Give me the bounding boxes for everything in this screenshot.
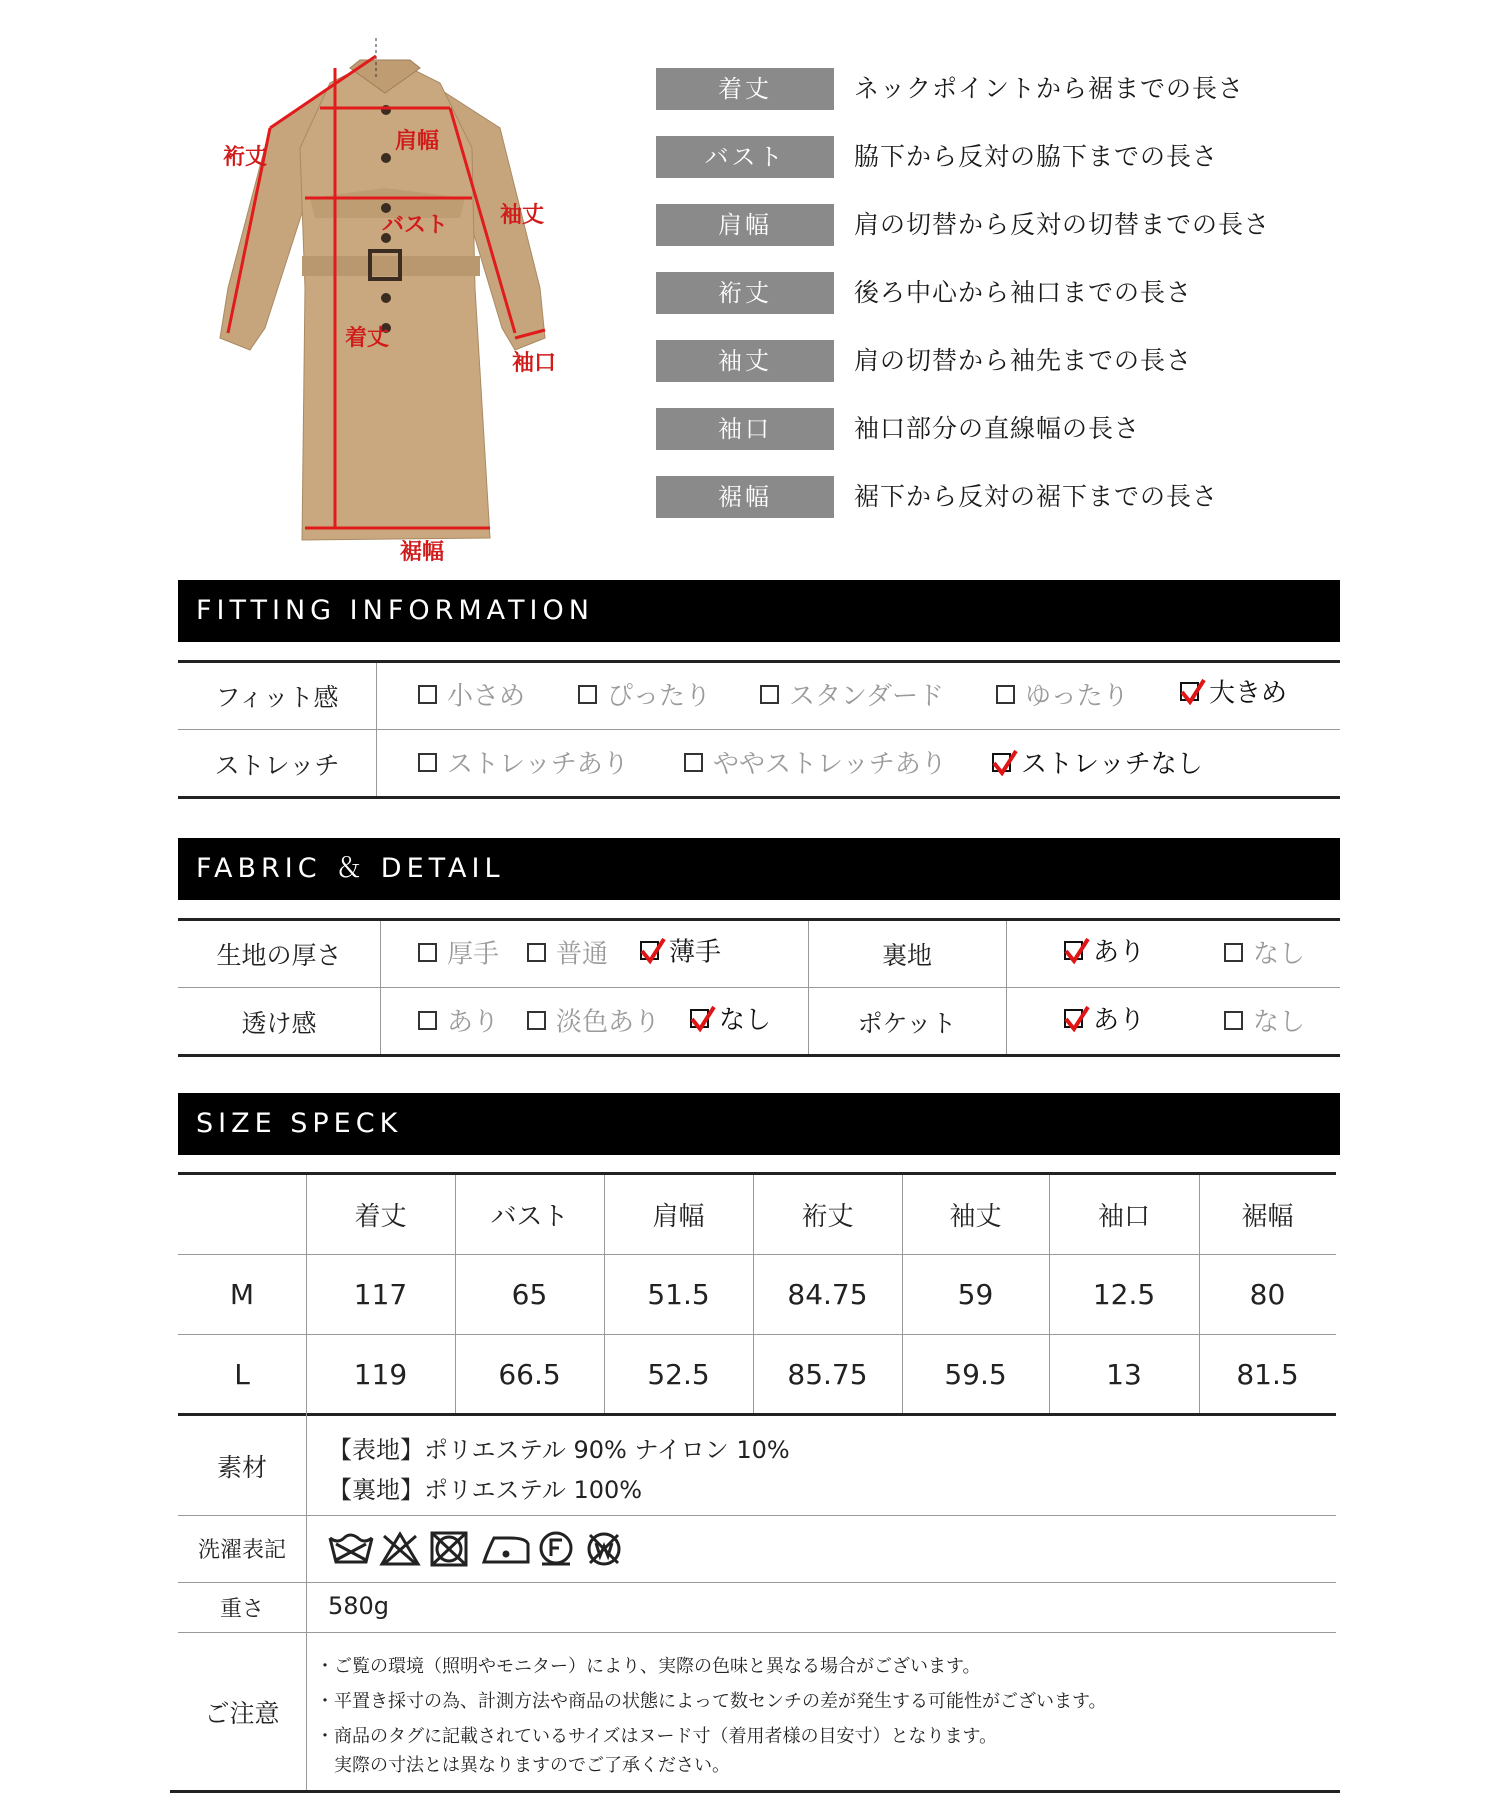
definition-row	[656, 68, 1356, 112]
iron-low-icon	[484, 1538, 528, 1562]
definition-text: ネックポイントから裾までの長さ	[854, 74, 1245, 103]
value-cell: 51.5	[647, 1278, 710, 1311]
stretch-label: ストレッチ	[214, 751, 340, 780]
header-kitake: 着丈	[354, 1202, 407, 1232]
no-tumble-dry-icon	[432, 1533, 466, 1565]
coat-illustration	[210, 38, 570, 568]
dry-clean-f-icon	[541, 1533, 571, 1564]
definition-term: バスト	[656, 136, 834, 178]
checked-checkbox-icon	[690, 1009, 709, 1028]
label-susohaba: 裾幅	[400, 540, 445, 565]
definition-term: 袖口	[656, 408, 834, 450]
value-cell: 13	[1106, 1358, 1142, 1391]
value-cell: 59.5	[944, 1358, 1007, 1391]
definition-text: 袖口部分の直線幅の長さ	[854, 414, 1141, 443]
checkbox-icon	[578, 685, 597, 704]
value-cell: 85.75	[787, 1358, 868, 1391]
value-cell: 52.5	[647, 1358, 710, 1391]
checkbox-icon	[418, 685, 437, 704]
value-cell: 117	[353, 1278, 408, 1311]
notes-label: ご注意	[204, 1699, 280, 1728]
label-yuki: 裄丈	[223, 145, 268, 170]
fit-option-loose[interactable]: ゆったり	[996, 678, 1129, 714]
definition-text: 肩の切替から袖先までの長さ	[854, 346, 1193, 375]
value-cell: 81.5	[1236, 1358, 1299, 1391]
checkbox-icon	[527, 943, 546, 962]
sheer-option-light[interactable]: 淡色あり	[527, 1004, 660, 1040]
checkbox-icon	[996, 685, 1015, 704]
value-cell: 65	[511, 1278, 548, 1311]
pocket-option-no[interactable]: なし	[1224, 1004, 1305, 1040]
lining-option-no[interactable]: なし	[1224, 936, 1305, 972]
fit-option-large[interactable]: 大きめ	[1180, 675, 1287, 711]
value-cell: 66.5	[498, 1358, 561, 1391]
size-section-header	[178, 1093, 1340, 1155]
no-wet-clean-icon	[589, 1534, 619, 1564]
label-sodeguchi: 袖口	[512, 351, 557, 376]
checked-checkbox-icon	[1064, 941, 1083, 960]
label-katahaba: 肩幅	[395, 129, 440, 154]
definition-text: 脇下から反対の脇下までの長さ	[854, 142, 1219, 171]
material-line: 【表地】ポリエステル 90% ナイロン 10%	[328, 1436, 790, 1464]
fit-label: フィット感	[215, 683, 339, 712]
header-sodeguchi: 袖口	[1097, 1202, 1150, 1232]
weight-label: 重さ	[219, 1597, 264, 1622]
header-susohaba: 裾幅	[1241, 1202, 1294, 1232]
thickness-label: 生地の厚さ	[216, 941, 342, 970]
definition-row	[656, 136, 1356, 180]
sheerness-label: 透け感	[241, 1009, 317, 1038]
definition-row	[656, 340, 1356, 384]
checked-checkbox-icon	[1180, 682, 1199, 701]
thickness-option-thick[interactable]: 厚手	[418, 936, 499, 972]
value-cell: 119	[353, 1358, 408, 1391]
fit-option-standard[interactable]: スタンダード	[760, 678, 944, 714]
thickness-option-normal[interactable]: 普通	[527, 936, 608, 972]
note-line: 実際の寸法とは異なりますのでご了承ください。	[316, 1755, 730, 1776]
lining-label: 裏地	[881, 941, 932, 970]
stretch-option-slight[interactable]: ややストレッチあり	[684, 746, 947, 782]
definition-text: 肩の切替から反対の切替までの長さ	[854, 210, 1271, 239]
header-yuki: 裄丈	[801, 1202, 854, 1232]
checkbox-icon	[1224, 943, 1243, 962]
fit-option-small[interactable]: 小さめ	[418, 678, 525, 714]
care-label: 洗濯表記	[197, 1538, 286, 1563]
definition-row	[656, 408, 1356, 452]
note-line: ・平置き採寸の為、計測方法や商品の状態によって数センチの差が発生する可能性がございます。	[316, 1691, 1107, 1712]
material-line: 【裏地】ポリエステル 100%	[328, 1476, 643, 1504]
definition-term: 裄丈	[656, 272, 834, 314]
checkbox-icon	[760, 685, 779, 704]
definition-row	[656, 204, 1356, 248]
checkbox-icon	[684, 753, 703, 772]
label-sodetake: 袖丈	[500, 203, 545, 228]
header-katahaba: 肩幅	[652, 1202, 705, 1232]
checkbox-icon	[1224, 1011, 1243, 1030]
header-bust: バスト	[490, 1202, 569, 1232]
label-kitake: 着丈	[345, 326, 390, 351]
material-label: 素材	[216, 1453, 267, 1482]
header-sodetake: 袖丈	[949, 1202, 1002, 1232]
checkbox-icon	[418, 1011, 437, 1030]
coat-measurement-diagram	[210, 38, 570, 568]
definition-term: 着丈	[656, 68, 834, 110]
checkbox-icon	[527, 1011, 546, 1030]
value-cell: 84.75	[787, 1278, 868, 1311]
value-cell: 59	[957, 1278, 994, 1311]
fitting-section-header	[178, 580, 1340, 642]
checked-checkbox-icon	[1064, 1009, 1083, 1028]
label-bust: バスト	[382, 213, 449, 238]
definition-term: 裾幅	[656, 476, 834, 518]
definition-row	[656, 272, 1356, 316]
checked-checkbox-icon	[992, 753, 1011, 772]
hand-wash-icon	[330, 1535, 372, 1562]
checked-checkbox-icon	[640, 941, 659, 960]
size-label-m: M	[229, 1278, 255, 1311]
fitting-section-title: FITTING INFORMATION	[196, 595, 594, 626]
definition-term: 肩幅	[656, 204, 834, 246]
weight-value: 580g	[328, 1592, 390, 1620]
fabric-section-title: FABRIC ＆ DETAIL	[196, 853, 505, 884]
thickness-option-thin[interactable]: 薄手	[640, 934, 721, 970]
checkbox-icon	[418, 753, 437, 772]
size-section-title: SIZE SPECK	[196, 1108, 403, 1139]
pocket-option-yes[interactable]: あり	[1064, 1002, 1145, 1038]
size-label-l: L	[234, 1358, 250, 1391]
sheer-option-none[interactable]: なし	[690, 1002, 771, 1038]
care-icons	[328, 1530, 648, 1568]
fit-option-exact[interactable]: ぴったり	[578, 678, 711, 714]
note-line: ・商品のタグに記載されているサイズはヌード寸（着用者様の目安寸）となります。	[316, 1726, 998, 1747]
fabric-section-header	[178, 838, 1340, 900]
definition-term: 袖丈	[656, 340, 834, 382]
pocket-label: ポケット	[857, 1009, 957, 1038]
checkbox-icon	[418, 943, 437, 962]
lining-option-yes[interactable]: あり	[1064, 934, 1145, 970]
definition-row	[656, 476, 1356, 520]
stretch-option-none[interactable]: ストレッチなし	[992, 746, 1203, 782]
note-line: ・ご覧の環境（照明やモニター）により、実際の色味と異なる場合がございます。	[316, 1656, 981, 1677]
value-cell: 80	[1249, 1278, 1286, 1311]
stretch-option-yes[interactable]: ストレッチあり	[418, 746, 629, 782]
sheer-option-yes[interactable]: あり	[418, 1004, 499, 1040]
definition-text: 後ろ中心から袖口までの長さ	[854, 278, 1193, 307]
value-cell: 12.5	[1092, 1278, 1156, 1311]
no-bleach-icon	[382, 1534, 418, 1564]
definition-text: 裾下から反対の裾下までの長さ	[854, 482, 1219, 511]
